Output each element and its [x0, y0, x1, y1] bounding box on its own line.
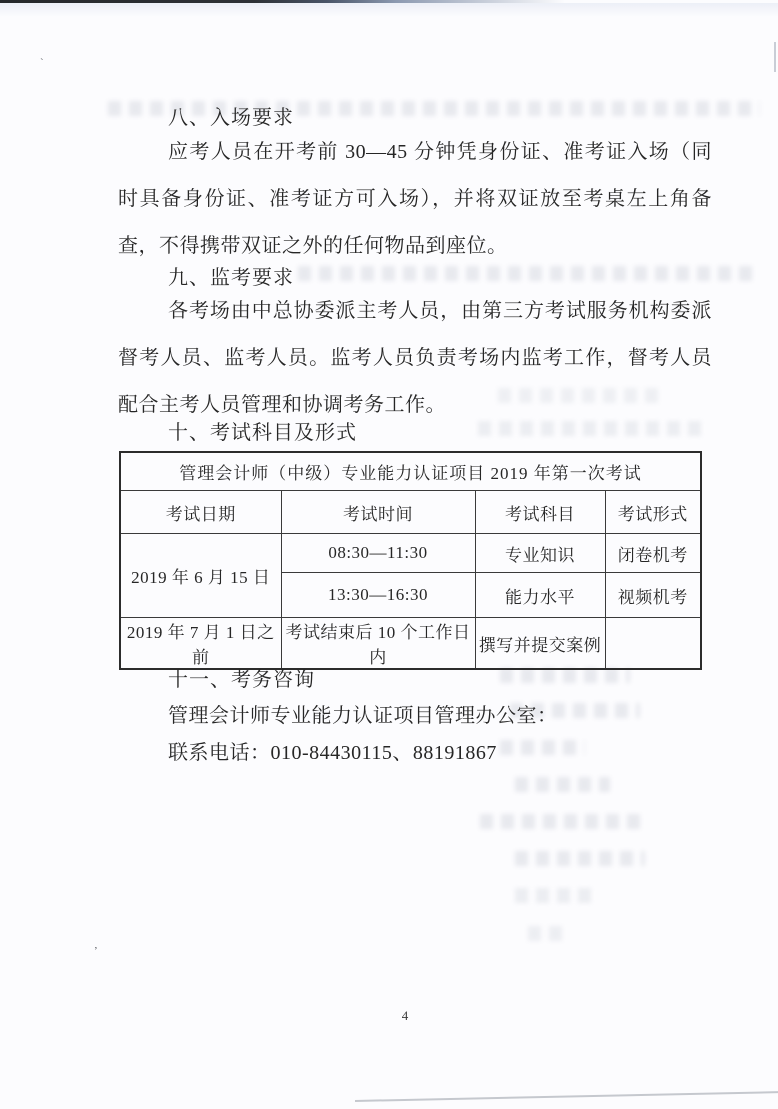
bleed-through-artifact — [515, 888, 595, 903]
cell-exam-date: 2019 年 6 月 15 日 — [120, 534, 281, 618]
page-number: 4 — [401, 1008, 409, 1023]
scan-speck: ` — [40, 57, 44, 69]
table-header-row — [120, 491, 701, 534]
cell-exam-form: 闭卷机考 — [605, 534, 701, 573]
col-header-exam-subject: 考试科目 — [475, 491, 605, 534]
section-11-phone-line: 联系电话：010-84430115、88191867 — [168, 742, 497, 764]
scan-artifact-bottom-edge-line — [355, 1091, 778, 1102]
scan-artifact-right-edge — [774, 42, 776, 72]
bleed-through-artifact — [528, 926, 570, 941]
col-header-exam-date: 考试日期 — [120, 491, 281, 534]
table-row — [120, 618, 701, 670]
cell-exam-form: 视频机考 — [605, 573, 701, 618]
cell-exam-time: 08:30—11:30 — [281, 534, 475, 573]
cell-exam-time: 考试结束后 10 个工作日内 — [281, 618, 475, 670]
bleed-through-artifact — [515, 851, 645, 866]
table-title: 管理会计师（中级）专业能力认证项目 2019 年第一次考试 — [120, 452, 701, 491]
scan-artifact-top-haze — [0, 3, 778, 17]
section-11-office-line: 管理会计师专业能力认证项目管理办公室： — [168, 705, 558, 727]
section-10-heading: 十、考试科目及形式 — [168, 422, 357, 444]
col-header-exam-time: 考试时间 — [281, 491, 475, 534]
cell-exam-date: 2019 年 7 月 1 日之前 — [120, 618, 281, 670]
cell-exam-subject: 能力水平 — [475, 573, 605, 618]
scan-speck: ‚ — [94, 939, 98, 951]
section-11-heading: 十一、考务咨询 — [168, 669, 315, 691]
cell-exam-subject: 专业知识 — [475, 534, 605, 573]
section-9-heading: 九、监考要求 — [168, 267, 294, 289]
table-row — [120, 534, 701, 573]
exam-schedule-table — [119, 451, 702, 670]
col-header-exam-form: 考试形式 — [605, 491, 701, 534]
table-title-row — [120, 452, 701, 491]
section-8-heading: 八、入场要求 — [168, 107, 294, 129]
section-9-body: 各考场由中总协委派主考人员，由第三方考试服务机构委派督考人员、监考人员。监考人员负责考场内监考工作，督考人员配合主考人员管理和协调考务工作。 — [118, 300, 712, 416]
cell-exam-form — [605, 618, 701, 670]
bleed-through-artifact — [515, 777, 610, 792]
cell-exam-subject: 撰写并提交案例 — [475, 618, 605, 670]
section-8-body: 应考人员在开考前 30—45 分钟凭身份证、准考证入场（同时具备身份证、准考证方可入场），并将双证放至考桌左上角备查，不得携带双证之外的任何物品到座位。 — [118, 141, 712, 257]
bleed-through-artifact — [480, 814, 640, 829]
cell-exam-time: 13:30—16:30 — [281, 573, 475, 618]
